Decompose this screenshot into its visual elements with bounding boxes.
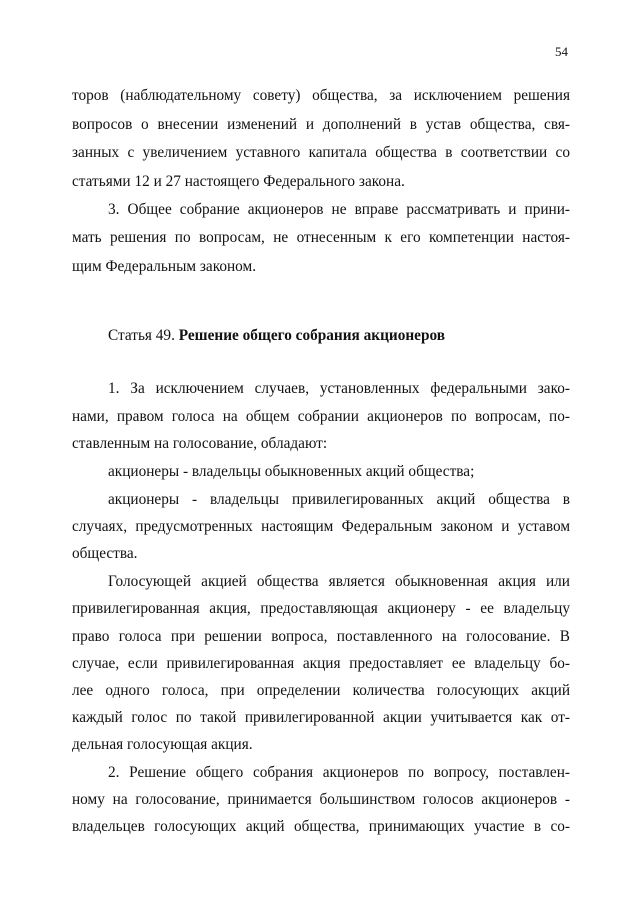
text-line: привилегированная акция, предоставляющая акционеру - ее владельцу <box>72 600 570 617</box>
text-line: дельная голосующая акция. <box>72 736 253 753</box>
text-line: случаях, предусмотренных настоящим Федеральным законом и уставом <box>72 518 570 535</box>
text-line: торов (наблюдательному совету) общества, за исключением решения <box>72 87 570 104</box>
article-heading-title: Решение общего собрания акционеров <box>178 327 446 344</box>
text-line: право голоса при решении вопроса, поставленного на голосование. В <box>72 628 570 645</box>
text-line: общества. <box>72 545 138 562</box>
text-line: 3. Общее собрание акционеров не вправе рассматривать и прини- <box>108 201 570 218</box>
text-line: владельцев голосующих акций общества, принимающих участие в со- <box>72 818 570 835</box>
text-line: статьями 12 и 27 настоящего Федерального закона. <box>72 173 405 190</box>
text-line: лее одного голоса, при определении количества голосующих акций <box>72 682 570 699</box>
text-line: мать решения по вопросам, не отнесенным к его компетенции настоя- <box>72 229 570 246</box>
text-line: 2. Решение общего собрания акционеров по вопросу, поставлен- <box>108 764 570 781</box>
text-line: вопросов о внесении изменений и дополнений в устав общества, свя- <box>72 116 570 133</box>
text-line: занных с увеличением уставного капитала общества в соответствии со <box>72 144 570 161</box>
text-line: нами, правом голоса на общем собрании акционеров по вопросам, по- <box>72 408 570 425</box>
text-line: ставленным на голосование, обладают: <box>72 435 328 452</box>
text-line: каждый голос по такой привилегированной акции учитывается как от- <box>72 709 570 726</box>
text-line: щим Федеральным законом. <box>72 258 257 275</box>
text-line: случае, если привилегированная акция предоставляет ее владельцу бо- <box>72 655 570 672</box>
article-heading-prefix: Статья 49. <box>108 327 175 344</box>
text-line: 1. За исключением случаев, установленных федеральными зако- <box>108 380 570 397</box>
text-line: ному на голосование, принимается большинством голосов акционеров - <box>72 791 570 808</box>
article-heading <box>108 326 570 346</box>
page-number: 54 <box>555 44 568 59</box>
text-line: акционеры - владельцы обыкновенных акций общества; <box>108 463 475 480</box>
text-line: акционеры - владельцы привилегированных акций общества в <box>108 491 570 508</box>
text-line: Голосующей акцией общества является обыкновенная акция или <box>108 573 570 590</box>
